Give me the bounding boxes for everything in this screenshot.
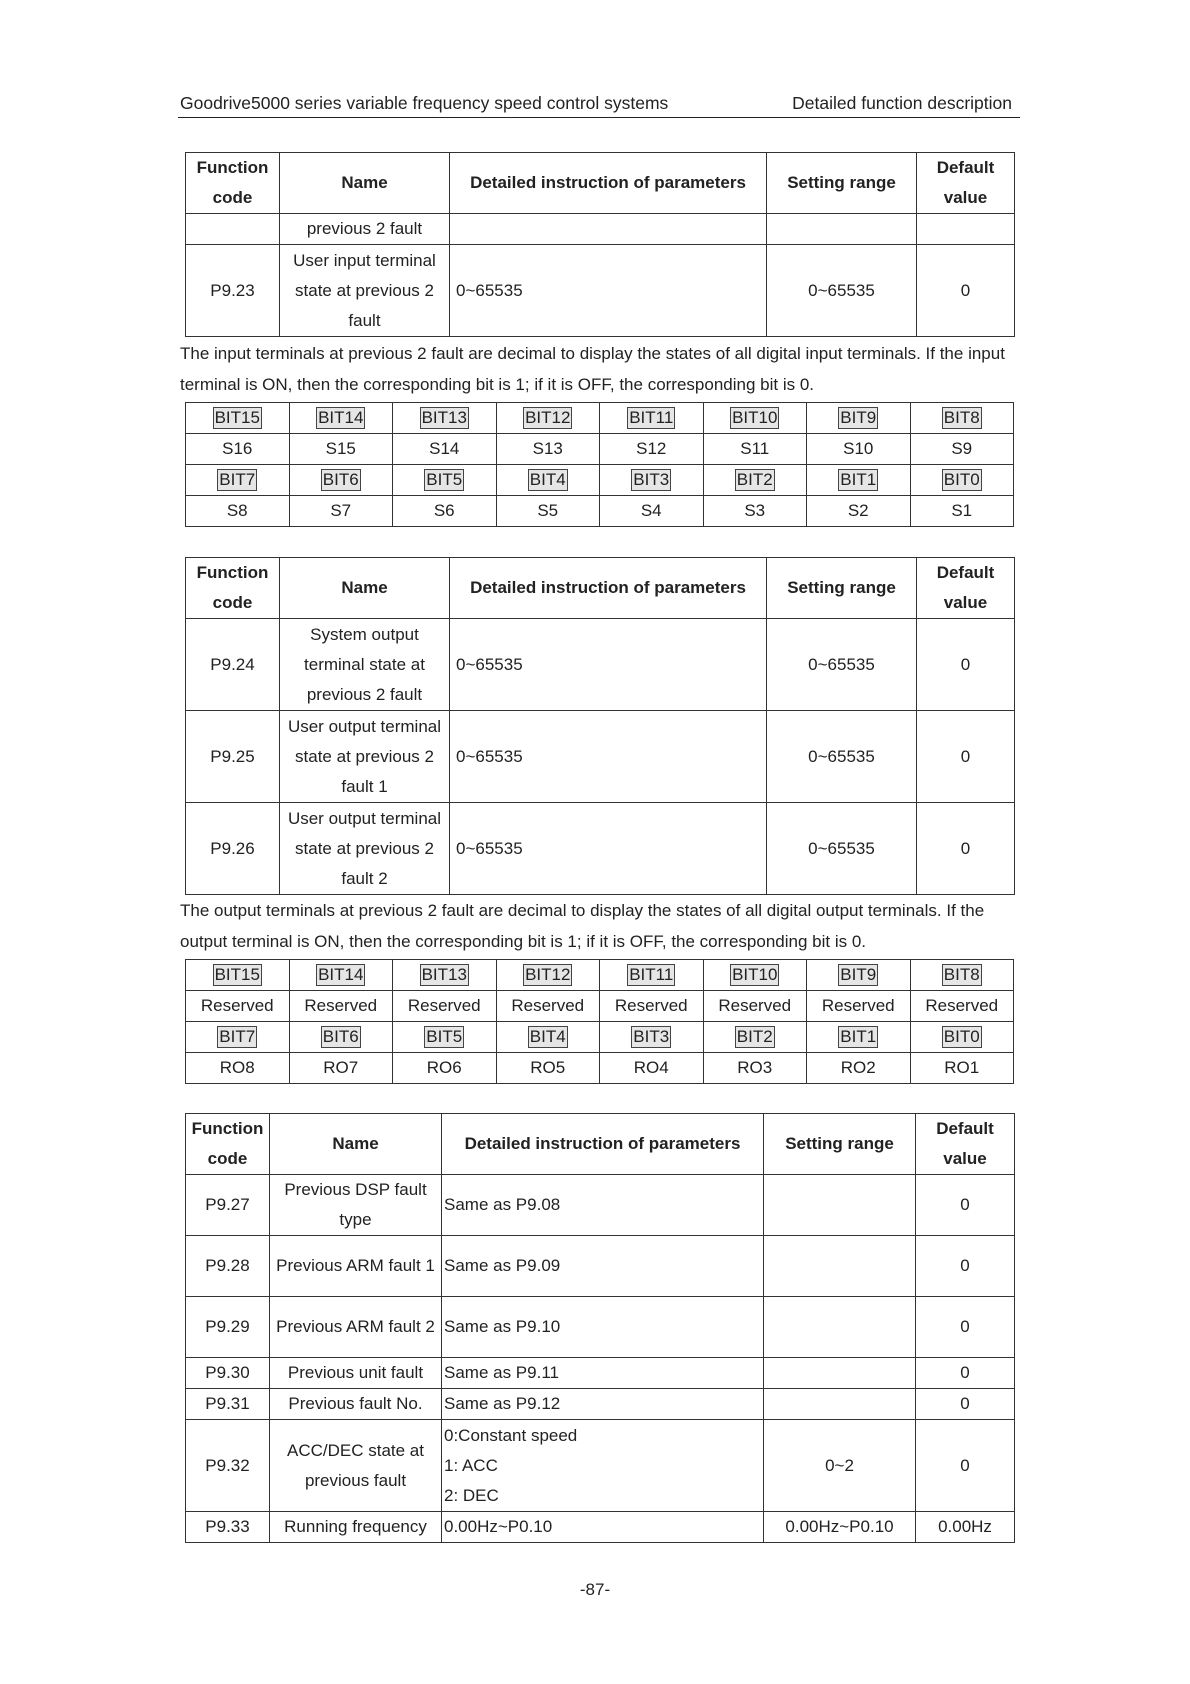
terminal-cell: Reserved [393,991,497,1022]
terminal-cell: S14 [393,434,497,465]
terminal-cell: Reserved [703,991,807,1022]
terminal-cell: S9 [910,434,1014,465]
cell-name: Previous ARM fault 2 [270,1297,442,1358]
cell-default: 0 [917,803,1015,895]
cell-range [764,1389,916,1420]
terminal-cell: RO4 [600,1053,704,1084]
cell-code: P9.30 [186,1358,270,1389]
terminal-cell: S13 [496,434,600,465]
bit-label: BIT5 [426,470,463,489]
detail-line: 0:Constant speed [444,1425,578,1445]
bit-label: BIT9 [840,408,877,427]
cell-default: 0 [916,1175,1015,1236]
page-header [178,93,1020,118]
col-default-value: Default value [916,1114,1015,1175]
cell-range: 0~65535 [767,803,917,895]
cell-name: Previous unit fault [270,1358,442,1389]
input-bit-table [185,402,1014,527]
table-row [186,214,1015,245]
cell-default: 0.00Hz [916,1512,1015,1543]
table-row [186,1297,1015,1358]
terminal-cell: S10 [807,434,911,465]
cell-code: P9.29 [186,1297,270,1358]
bit-label: BIT0 [943,470,980,489]
cell-detail: Same as P9.09 [442,1236,764,1297]
terminal-cell: RO6 [393,1053,497,1084]
table-row [186,1420,1015,1512]
header-section: Detailed function description [792,93,1012,113]
bit-label: BIT15 [214,408,260,427]
col-name: Name [280,153,450,214]
cell-detail: Same as P9.08 [442,1175,764,1236]
bit-label: BIT7 [219,470,256,489]
bit-label: BIT11 [629,965,674,984]
cell-detail: Same as P9.10 [442,1297,764,1358]
bit-label: BIT3 [633,470,670,489]
bit-label: BIT8 [943,408,980,427]
cell-name: User input terminal state at previous 2 fault [280,245,450,337]
col-setting-range: Setting range [767,153,917,214]
cell-default: 0 [916,1297,1015,1358]
bit-row-low [186,1022,1014,1053]
terminal-cell: RO1 [910,1053,1014,1084]
table-row [186,1175,1015,1236]
cell-code: P9.33 [186,1512,270,1543]
table-header-row [186,558,1015,619]
terminal-cell: RO3 [703,1053,807,1084]
terminal-row-high [186,991,1014,1022]
param-table-1 [185,152,1015,337]
cell-range: 0~65535 [767,711,917,803]
table-row [186,1389,1015,1420]
terminal-cell: S16 [186,434,290,465]
cell-code: P9.32 [186,1420,270,1512]
terminal-cell: Reserved [807,991,911,1022]
col-function-code: Function code [186,153,280,214]
bit-label: BIT13 [421,965,467,984]
cell-name: Previous ARM fault 1 [270,1236,442,1297]
cell-name: User output terminal state at previous 2 fault 1 [280,711,450,803]
cell-code: P9.27 [186,1175,270,1236]
terminal-cell: S4 [600,496,704,527]
cell-code: P9.23 [186,245,280,337]
cell-code: P9.26 [186,803,280,895]
bit-label: BIT8 [943,965,980,984]
cell-detail: 0~65535 [450,245,767,337]
bit-label: BIT0 [943,1027,980,1046]
bit-label: BIT6 [322,1027,359,1046]
bit-row-high [186,960,1014,991]
cell-name: previous 2 fault [280,214,450,245]
terminal-cell: Reserved [289,991,393,1022]
description-paragraph: The output terminals at previous 2 fault are decimal to display the states of all digital output terminals. If the output terminal is ON, then the corresponding bit is 1; if it is OFF, the corresponding bit is 0. [180,901,985,951]
bit-label: BIT3 [633,1027,670,1046]
terminal-cell: Reserved [496,991,600,1022]
terminal-cell: S6 [393,496,497,527]
cell-default: 0 [917,245,1015,337]
cell-default: 0 [916,1236,1015,1297]
terminal-cell: S15 [289,434,393,465]
table-header-row [186,1114,1015,1175]
terminal-cell: S1 [910,496,1014,527]
terminal-cell: S5 [496,496,600,527]
cell-name: Previous fault No. [270,1389,442,1420]
cell-range: 0~65535 [767,619,917,711]
cell-detail: 0~65535 [450,711,767,803]
param-table-2 [185,557,1015,895]
col-default-value: Default value [917,153,1015,214]
bit-label: BIT6 [322,470,359,489]
detail-line: 1: ACC [444,1455,498,1475]
terminal-cell: RO5 [496,1053,600,1084]
bit-row-high [186,403,1014,434]
bit-label: BIT4 [529,470,566,489]
cell-detail: Same as P9.11 [442,1358,764,1389]
bit-label: BIT2 [736,470,773,489]
bit-label: BIT1 [840,470,877,489]
cell-code: P9.24 [186,619,280,711]
bit-row-low [186,465,1014,496]
col-function-code: Function code [186,558,280,619]
description-paragraph: The input terminals at previous 2 fault are decimal to display the states of all digital input terminals. If the input terminal is ON, then the corresponding bit is 1; if it is OFF, the corresponding bit is 0. [180,344,1005,394]
col-detail: Detailed instruction of parameters [450,558,767,619]
terminal-cell: S3 [703,496,807,527]
cell-range: 0.00Hz~P0.10 [764,1512,916,1543]
table-row [186,711,1015,803]
cell-detail: Same as P9.12 [442,1389,764,1420]
bit-label: BIT1 [840,1027,877,1046]
cell-default: 0 [916,1358,1015,1389]
cell-range [764,1236,916,1297]
terminal-cell: Reserved [910,991,1014,1022]
terminal-cell: Reserved [600,991,704,1022]
bit-label: BIT12 [525,965,571,984]
terminal-cell: S8 [186,496,290,527]
cell-code: P9.25 [186,711,280,803]
table-row [186,245,1015,337]
table-row [186,619,1015,711]
cell-detail [442,1420,764,1512]
terminal-cell: RO8 [186,1053,290,1084]
bit-label: BIT13 [421,408,467,427]
col-setting-range: Setting range [767,558,917,619]
cell-name: System output terminal state at previous 2 fault [280,619,450,711]
cell-detail: 0~65535 [450,619,767,711]
table-row [186,1236,1015,1297]
bit-label: BIT11 [629,408,674,427]
table-header-row [186,153,1015,214]
cell-default: 0 [916,1420,1015,1512]
terminal-cell: S2 [807,496,911,527]
cell-detail: 0.00Hz~P0.10 [442,1512,764,1543]
col-detail: Detailed instruction of parameters [450,153,767,214]
col-function-code: Function code [186,1114,270,1175]
bit-label: BIT9 [840,965,877,984]
terminal-row-low [186,496,1014,527]
cell-name: Running frequency [270,1512,442,1543]
bit-label: BIT15 [214,965,260,984]
terminal-cell: S12 [600,434,704,465]
cell-default: 0 [916,1389,1015,1420]
cell-name: ACC/DEC state at previous fault [270,1420,442,1512]
bit-label: BIT10 [732,408,778,427]
header-title: Goodrive5000 series variable frequency speed control systems [180,93,669,113]
bit-label: BIT2 [736,1027,773,1046]
table-row [186,1512,1015,1543]
cell-name: Previous DSP fault type [270,1175,442,1236]
col-default-value: Default value [917,558,1015,619]
cell-default: 0 [917,619,1015,711]
bit-label: BIT14 [318,965,364,984]
terminal-cell: RO7 [289,1053,393,1084]
bit-label: BIT14 [318,408,364,427]
bit-label: BIT7 [219,1027,256,1046]
terminal-row-high [186,434,1014,465]
cell-detail: 0~65535 [450,803,767,895]
cell-range [764,1175,916,1236]
bit-label: BIT10 [732,965,778,984]
table-row [186,1358,1015,1389]
cell-default: 0 [917,711,1015,803]
cell-range [764,1297,916,1358]
terminal-cell: S11 [703,434,807,465]
terminal-cell: S7 [289,496,393,527]
bit-label: BIT12 [525,408,571,427]
detail-line: 2: DEC [444,1485,499,1505]
col-detail: Detailed instruction of parameters [442,1114,764,1175]
terminal-row-low [186,1053,1014,1084]
output-bit-table [185,959,1014,1084]
cell-range: 0~65535 [767,245,917,337]
cell-range: 0~2 [764,1420,916,1512]
col-name: Name [280,558,450,619]
cell-code: P9.28 [186,1236,270,1297]
col-name: Name [270,1114,442,1175]
terminal-cell: RO2 [807,1053,911,1084]
table-row [186,803,1015,895]
bit-label: BIT5 [426,1027,463,1046]
col-setting-range: Setting range [764,1114,916,1175]
cell-code: P9.31 [186,1389,270,1420]
param-table-3 [185,1113,1015,1543]
cell-range [764,1358,916,1389]
bit-label: BIT4 [529,1027,566,1046]
terminal-cell: Reserved [186,991,290,1022]
cell-name: User output terminal state at previous 2 fault 2 [280,803,450,895]
page-number: -87- [579,1580,611,1599]
